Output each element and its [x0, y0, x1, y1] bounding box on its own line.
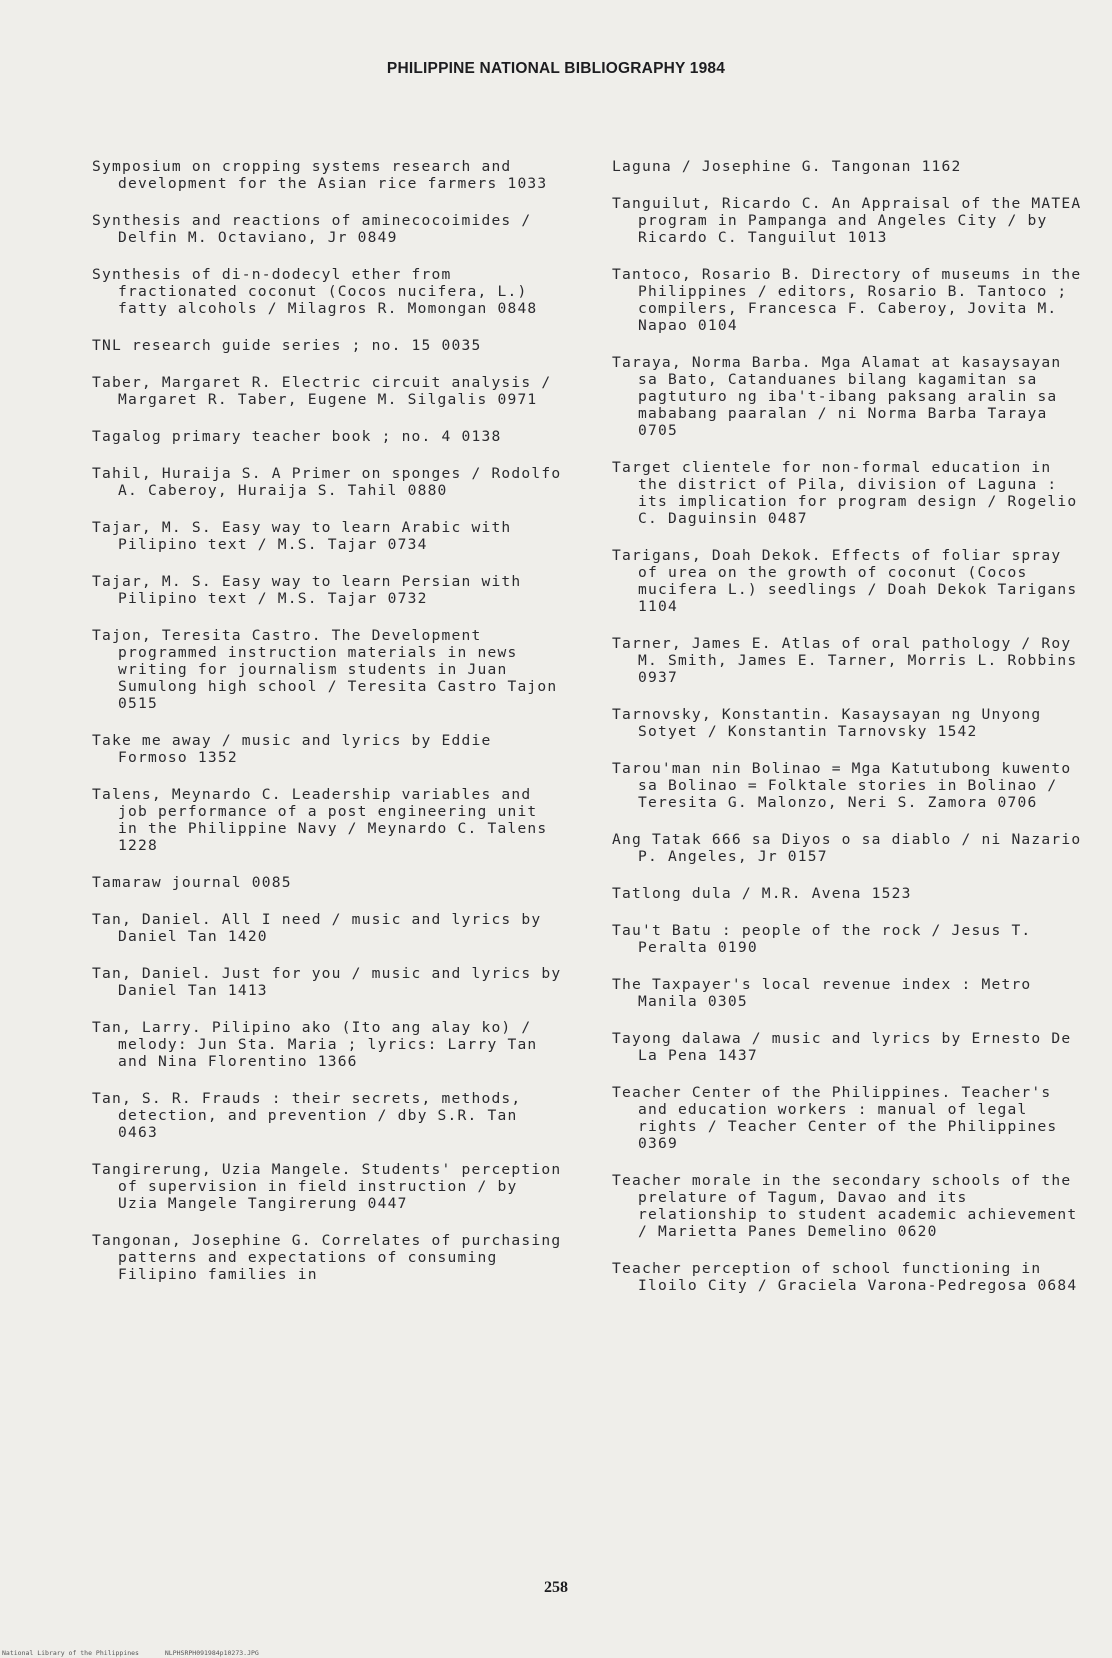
bibliography-entry: Tan, Daniel. Just for you / music and lyrics by Daniel Tan 1413	[92, 965, 562, 999]
bibliography-entry: Tangirerung, Uzia Mangele. Students' perception of supervision in field instruction / by Uzia Mangele Tangirerung 0447	[92, 1161, 562, 1212]
bibliography-entry: Talens, Meynardo C. Leadership variables and job performance of a post engineering unit in the Philippine Navy / Meynardo C. Talens 1228	[92, 786, 548, 854]
bibliography-entry: Tarigans, Doah Dekok. Effects of foliar spray of urea on the growth of coconut (Cocos mucifera L.) seedlings / Doah Dekok Tarigans 1104	[612, 547, 1078, 615]
bibliography-entry: Synthesis of di-n-dodecyl ether from fractionated coconut (Cocos nucifera, L.) fatty alcohols / Milagros R. Momongan 0848	[92, 266, 538, 317]
bibliography-entry: Taber, Margaret R. Electric circuit analysis / Margaret R. Taber, Eugene M. Silgalis 0971	[92, 374, 552, 408]
bibliography-entry: Tarou'man nin Bolinao = Mga Katutubong kuwento sa Bolinao = Folktale stories in Bolinao / Teresita G. Malonzo, Neri S. Zamora 0706	[612, 760, 1072, 811]
library-credit: National Library of the Philippines	[2, 1649, 139, 1657]
bibliography-entry: Tagalog primary teacher book ; no. 4 0138	[92, 428, 502, 445]
bibliography-entry: Synthesis and reactions of aminecocoimides / Delfin M. Octaviano, Jr 0849	[92, 212, 532, 246]
bibliography-entry: Teacher Center of the Philippines. Teacher's and education workers : manual of legal rights / Teacher Center of the Philippines 0369	[612, 1084, 1058, 1152]
bibliography-entry: Take me away / music and lyrics by Eddie Formoso 1352	[92, 732, 492, 766]
bibliography-entry: Laguna / Josephine G. Tangonan 1162	[612, 158, 962, 175]
bibliography-entry: Tajar, M. S. Easy way to learn Arabic with Pilipino text / M.S. Tajar 0734	[92, 519, 512, 553]
right-column	[612, 158, 1082, 1314]
bibliography-entry: Tangonan, Josephine G. Correlates of purchasing patterns and expectations of consuming Filipino families in	[92, 1232, 562, 1283]
bibliography-entry: Tajon, Teresita Castro. The Development programmed instruction materials in news writing for journalism students in Juan Sumulong high school / Teresita Castro Tajon 0515	[92, 627, 558, 712]
bibliography-entry: Tarner, James E. Atlas of oral pathology / Roy M. Smith, James E. Tarner, Morris L. Robbins 0937	[612, 635, 1078, 686]
bibliography-entry: Tan, Larry. Pilipino ako (Ito ang alay ko) / melody: Jun Sta. Maria ; lyrics: Larry Tan and Nina Florentino 1366	[92, 1019, 538, 1070]
bibliography-entry: The Taxpayer's local revenue index : Metro Manila 0305	[612, 976, 1032, 1010]
bibliography-entry: TNL research guide series ; no. 15 0035	[92, 337, 482, 354]
bibliography-entry: Tan, Daniel. All I need / music and lyrics by Daniel Tan 1420	[92, 911, 542, 945]
bibliography-entry: Tanguilut, Ricardo C. An Appraisal of the MATEA program in Pampanga and Angeles City / by Ricardo C. Tanguilut 1013	[612, 195, 1082, 246]
bibliography-entry: Tau't Batu : people of the rock / Jesus T. Peralta 0190	[612, 922, 1032, 956]
bibliography-entry: Teacher perception of school functioning in Iloilo City / Graciela Varona-Pedregosa 0684	[612, 1260, 1078, 1294]
bibliography-entry: Tamaraw journal 0085	[92, 874, 292, 891]
bibliography-entry: Tan, S. R. Frauds : their secrets, methods, detection, and prevention / dby S.R. Tan 0463	[92, 1090, 522, 1141]
bibliography-entry: Target clientele for non-formal education in the district of Pila, division of Laguna : its implication for program design / Rogelio C. Daguinsin 0487	[612, 459, 1078, 527]
left-column	[92, 158, 562, 1303]
bibliography-entry: Tatlong dula / M.R. Avena 1523	[612, 885, 912, 902]
file-code: NLPHSRPH091984p10273.JPG	[164, 1649, 259, 1657]
bibliography-entry: Symposium on cropping systems research and development for the Asian rice farmers 1033	[92, 158, 548, 192]
bibliography-entry: Taraya, Norma Barba. Mga Alamat at kasaysayan sa Bato, Catanduanes bilang kagamitan sa pagtuturo ng iba't-ibang paksang aralin sa mababang paaralan / ni Norma Barba Taraya 0705	[612, 354, 1062, 439]
bibliography-entry: Tarnovsky, Konstantin. Kasaysayan ng Unyong Sotyet / Konstantin Tarnovsky 1542	[612, 706, 1042, 740]
bibliography-entry: Tayong dalawa / music and lyrics by Ernesto De La Pena 1437	[612, 1030, 1072, 1064]
bibliography-entry: Tahil, Huraija S. A Primer on sponges / Rodolfo A. Caberoy, Huraija S. Tahil 0880	[92, 465, 562, 499]
bibliography-entry: Ang Tatak 666 sa Diyos o sa diablo / ni Nazario P. Angeles, Jr 0157	[612, 831, 1082, 865]
page-number: 258	[544, 1579, 568, 1596]
bibliography-entry: Tajar, M. S. Easy way to learn Persian with Pilipino text / M.S. Tajar 0732	[92, 573, 522, 607]
scan-footer	[2, 1649, 281, 1657]
page-title: PHILIPPINE NATIONAL BIBLIOGRAPHY 1984	[386, 60, 726, 77]
bibliography-entry: Tantoco, Rosario B. Directory of museums in the Philippines / editors, Rosario B. Tantoco ; compilers, Francesca F. Caberoy, Jovita M. Napao 0104	[612, 266, 1082, 334]
bibliography-entry: Teacher morale in the secondary schools of the prelature of Tagum, Davao and its relationship to student academic achievement / Marietta Panes Demelino 0620	[612, 1172, 1078, 1240]
